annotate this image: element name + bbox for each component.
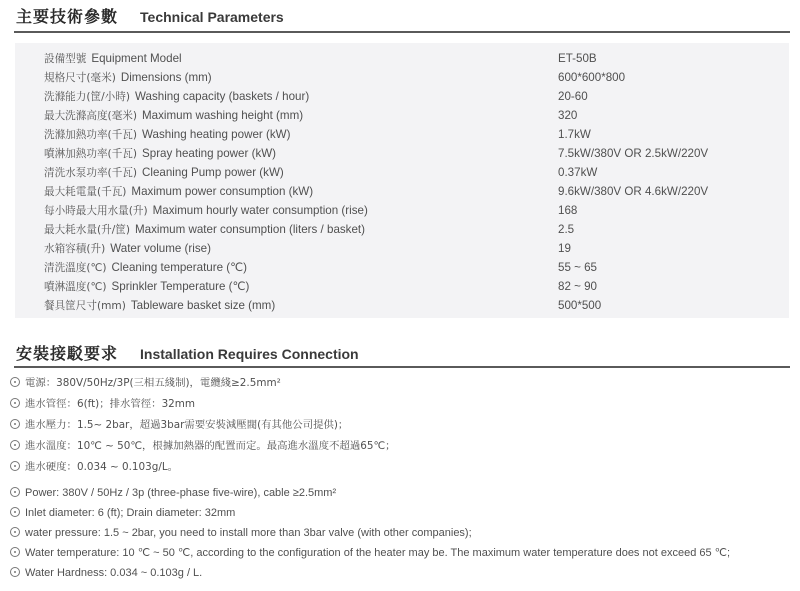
technical-parameters-heading [16, 4, 284, 27]
spec-table [15, 43, 789, 318]
spec-value: 500*500 [558, 299, 602, 312]
spec-label-zh: 水箱容積(升) [44, 243, 106, 255]
heading-zh: 主要技術參數 [16, 7, 119, 26]
spec-label-zh: 規格尺寸(毫米) [44, 72, 116, 84]
circle-bullet-icon [10, 487, 20, 497]
requirement-text: 進水溫度：10℃ ~ 50℃，根據加熱器的配置而定。最高進水溫度不超過65℃； [25, 440, 396, 452]
spec-label-zh: 清洗水泵功率(千瓦) [44, 167, 138, 179]
circle-bullet-icon [10, 377, 20, 387]
requirement-text: water pressure: 1.5 ~ 2bar, you need to install more than 3bar valve (with other companies); [25, 527, 472, 539]
requirement-item [10, 436, 396, 456]
circle-bullet-icon [10, 419, 20, 429]
circle-bullet-icon [10, 567, 20, 577]
requirement-text: Power: 380V / 50Hz / 3p (three-phase five-wire), cable ≥2.5mm² [25, 487, 337, 499]
circle-bullet-icon [10, 547, 20, 557]
spec-label-en: Maximum washing height (mm) [142, 109, 304, 122]
requirement-item [10, 415, 348, 435]
spec-label-zh: 設備型號 [44, 53, 87, 65]
spec-row-dimensions [44, 68, 784, 87]
spec-label-zh: 最大耗電量(千瓦) [44, 186, 127, 198]
requirement-text: Inlet diameter: 6 (ft); Drain diameter: 32mm [25, 507, 236, 519]
spec-value: 9.6kW/380V OR 4.6kW/220V [558, 185, 709, 198]
spec-row-basket-size [44, 296, 784, 315]
circle-bullet-icon [10, 507, 20, 517]
spec-label-en: Washing heating power (kW) [142, 128, 291, 141]
requirement-text: 進水管徑：6(ft)；排水管徑：32mm [25, 398, 196, 410]
spec-value: 1.7kW [558, 128, 591, 141]
spec-label-zh: 清洗溫度(℃) [44, 262, 107, 274]
spec-value: ET-50B [558, 52, 597, 65]
spec-label-en: Cleaning Pump power (kW) [142, 166, 284, 179]
requirement-text: 進水硬度：0.034 ~ 0.103g/L。 [25, 461, 179, 473]
spec-row-sprinkler-temperature [44, 277, 784, 296]
requirement-item [10, 543, 730, 563]
requirement-item [10, 563, 202, 583]
spec-label-en: Equipment Model [91, 52, 182, 65]
spec-label-en: Washing capacity (baskets / hour) [135, 90, 310, 103]
spec-row-washing-capacity [44, 87, 784, 106]
spec-label-en: Dimensions (mm) [120, 71, 212, 84]
spec-label-en: Tableware basket size (mm) [130, 299, 276, 312]
heading-en: Installation Requires Connection [140, 346, 359, 362]
spec-label-en: Water volume (rise) [110, 242, 211, 255]
spec-value: 7.5kW/380V OR 2.5kW/220V [558, 147, 709, 160]
spec-value: 2.5 [558, 223, 575, 236]
section-divider [14, 31, 790, 33]
requirement-item [10, 457, 178, 477]
spec-label-zh: 最大耗水量(升/筐) [44, 224, 130, 236]
spec-row-max-washing-height [44, 106, 784, 125]
spec-label-zh: 最大洗滌高度(毫米) [44, 110, 138, 122]
spec-row-water-volume [44, 239, 784, 258]
spec-value: 600*600*800 [558, 71, 626, 84]
circle-bullet-icon [10, 398, 20, 408]
spec-label-zh: 洗滌加熱功率(千瓦) [44, 129, 138, 141]
spec-value: 320 [558, 109, 578, 122]
spec-value: 168 [558, 204, 578, 217]
spec-value: 19 [558, 242, 571, 255]
spec-label-en: Maximum hourly water consumption (rise) [152, 204, 368, 217]
spec-row-max-hourly-water [44, 201, 784, 220]
spec-row-max-water-consumption [44, 220, 784, 239]
spec-label-en: Cleaning temperature (℃) [111, 261, 248, 274]
spec-label-en: Sprinkler Temperature (℃) [111, 280, 250, 293]
heading-en: Technical Parameters [140, 9, 284, 25]
spec-label-zh: 每小時最大用水量(升) [44, 205, 148, 217]
spec-label-en: Spray heating power (kW) [142, 147, 277, 160]
heading-zh: 安裝接駁要求 [16, 344, 119, 363]
circle-bullet-icon [10, 527, 20, 537]
spec-label-zh: 噴淋加熱功率(千瓦) [44, 148, 138, 160]
section-divider [14, 366, 790, 368]
spec-row-spray-heating-power [44, 144, 784, 163]
circle-bullet-icon [10, 461, 20, 471]
requirement-text: 進水壓力：1.5~ 2bar，超過3bar需要安裝減壓閥(有其他公司提供)； [25, 419, 349, 431]
spec-label-en: Maximum water consumption (liters / basket) [135, 223, 366, 236]
spec-row-max-power-consumption [44, 182, 784, 201]
spec-value: 82 ~ 90 [558, 280, 598, 293]
requirement-item [10, 523, 472, 543]
requirement-text: Water temperature: 10 ℃ ~ 50 ℃, according to the configuration of the heater may be. The maximum water temperature does not exceed 65 ℃; [25, 547, 731, 559]
requirement-text: 電源：380V/50Hz/3P(三相五綫制)，電纜綫≥2.5mm² [25, 377, 281, 389]
requirement-item [10, 394, 195, 414]
requirement-item [10, 503, 235, 523]
spec-label-en: Maximum power consumption (kW) [131, 185, 314, 198]
installation-heading [16, 341, 359, 364]
circle-bullet-icon [10, 440, 20, 450]
requirement-text: Water Hardness: 0.034 ~ 0.103g / L. [25, 567, 203, 579]
spec-label-zh: 洗滌能力(筐/小時) [44, 91, 130, 103]
requirement-item [10, 483, 336, 503]
spec-value: 20-60 [558, 90, 588, 103]
spec-row-cleaning-pump-power [44, 163, 784, 182]
spec-row-cleaning-temperature [44, 258, 784, 277]
spec-row-washing-heating-power [44, 125, 784, 144]
spec-row-equipment-model [44, 49, 784, 68]
spec-value: 0.37kW [558, 166, 598, 179]
requirement-item [10, 373, 281, 393]
spec-label-zh: 噴淋溫度(℃) [44, 281, 107, 293]
spec-label-zh: 餐具筐尺寸(mm) [44, 300, 126, 312]
spec-value: 55 ~ 65 [558, 261, 598, 274]
